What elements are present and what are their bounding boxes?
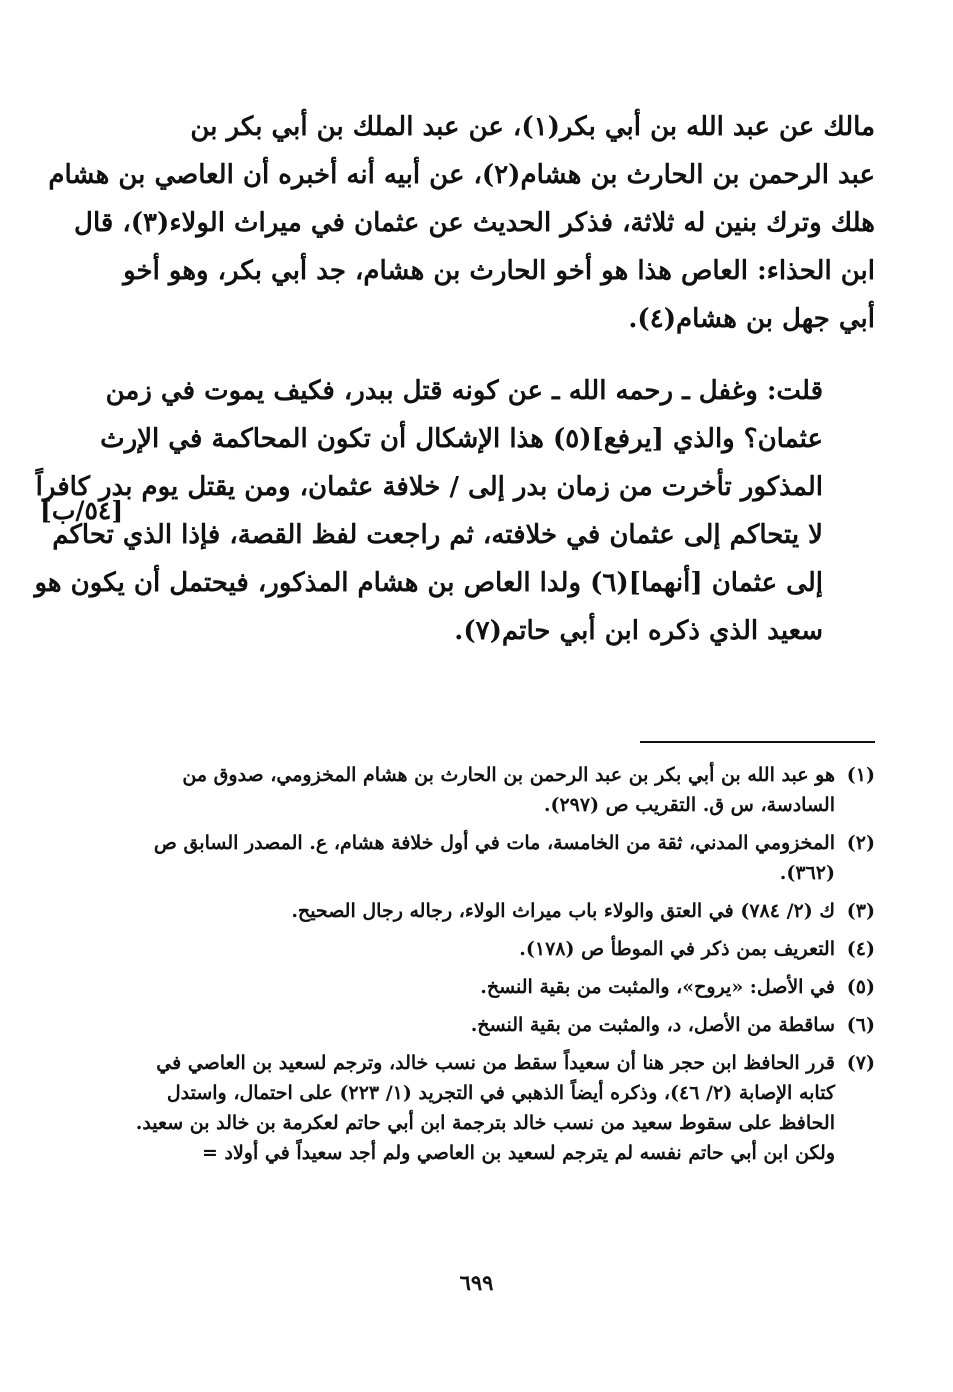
- text-line: عبد الرحمن بن الحارث بن هشام(٢)، عن أبيه أنه أخبره أن العاصي بن هشام: [48, 160, 875, 190]
- text-line: سعيد الذي ذكره ابن أبي حاتم(٧).: [454, 616, 823, 646]
- text-line: قلت: وغفل ـ رحمه الله ـ عن كونه قتل ببدر، فكيف يموت في زمن: [105, 376, 823, 406]
- text-line: عثمان؟ والذي [يرفع](٥) هذا الإشكال أن تكون المحاكمة في الإرث: [100, 424, 823, 454]
- footnote-text: المخزومي المدني، ثقة من الخامسة، مات في أول خلافة هشام، ع. المصدر السابق ص (٣٦٢).: [153, 832, 835, 884]
- footnote-item: [130, 1010, 875, 1040]
- footnote-text: ساقطة من الأصل، د، والمثبت من بقية النسخ.: [470, 1014, 835, 1036]
- footnote-text: ك (٢/ ٧٨٤) في العتق والولاء باب ميراث الولاء، رجاله رجال الصحيح.: [291, 900, 835, 922]
- footnote-text: قرر الحافظ ابن حجر هنا أن سعيداً سقط من نسب خالد، وترجم لسعيد بن العاصي في كتابه الإصابة (٢/ ٤٦)، وذكره أيضاً الذهبي في التجريد (١/ ٢٢٣) على احتمال، واستدل الحافظ على سقوط سعيد من نسب خالد بترجمة ابن أبي حاتم لعكرمة بن خالد بن سعيد. ولكن ابن أبي حاتم نفسه لم يترجم لسعيد بن العاصي ولم أجد سعيداً في أولاد =: [135, 1052, 835, 1164]
- footnote-text: هو عبد الله بن أبي بكر بن عبد الرحمن بن الحارث بن هشام المخزومي، صدوق من السادسة، س ق. التقريب ص (٢٩٧).: [182, 764, 835, 816]
- footnote-text: في الأصل: «يروح»، والمثبت من بقية النسخ.: [480, 976, 835, 998]
- text-line: مالك عن عبد الله بن أبي بكر(١)، عن عبد الملك بن أبي بكر بن: [190, 112, 875, 142]
- footnote-number: (١): [846, 764, 875, 786]
- margin-folio-reference: [٥٤/ب]: [40, 496, 124, 525]
- footnote-number: (٤): [846, 938, 875, 960]
- text-line: لا يتحاكم إلى عثمان في خلافته، ثم راجعت لفظ القصة، فإذا الذي تحاكم: [52, 520, 823, 550]
- paragraph-1: [48, 103, 875, 343]
- footnote-item: [130, 896, 875, 926]
- footnote-divider: [640, 741, 875, 743]
- footnote-text: التعريف بمن ذكر في الموطأ ص (١٧٨).: [519, 938, 835, 960]
- text-line: المذكور تأخرت من زمان بدر إلى / خلافة عثمان، ومن يقتل يوم بدر كافراً: [35, 472, 823, 502]
- footnote-item: [130, 1048, 875, 1168]
- footnote-item: [130, 972, 875, 1002]
- text-line: إلى عثمان [أنهما](٦) ولدا العاص بن هشام المذكور، فيحتمل أن يكون هو: [34, 568, 823, 598]
- text-line: أبي جهل بن هشام(٤).: [628, 304, 875, 334]
- footnote-item: [130, 828, 875, 888]
- footnote-item: [130, 934, 875, 964]
- text-line: هلك وترك بنين له ثلاثة، فذكر الحديث عن عثمان في ميراث الولاء(٣)، قال: [74, 208, 875, 238]
- footnote-number: (٦): [846, 1014, 875, 1036]
- footnote-number: (٥): [846, 976, 875, 998]
- page-number: ٦٩٩: [459, 1270, 494, 1295]
- footnote-number: (٢): [846, 832, 875, 854]
- footnote-item: [130, 760, 875, 820]
- text-line: ابن الحذاء: العاص هذا هو أخو الحارث بن هشام، جد أبي بكر، وهو أخو: [123, 256, 875, 286]
- footnote-number: (٣): [846, 900, 875, 922]
- footnote-number: (٧): [846, 1052, 875, 1074]
- footnotes-list: [130, 760, 875, 1176]
